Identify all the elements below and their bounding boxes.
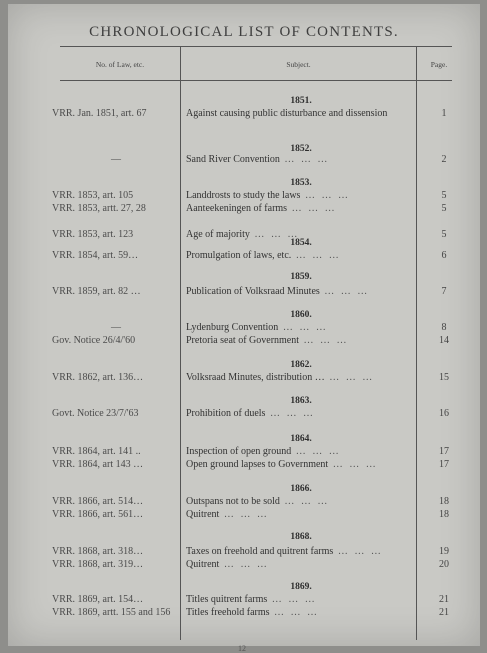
law-reference: VRR. 1864, art 143 …: [52, 459, 144, 470]
header-bottom-rule: [60, 80, 452, 81]
subject-label: Age of majority: [186, 229, 250, 240]
leader-dots: … … …: [279, 154, 330, 165]
subject-label: Volksraad Minutes, distribution …: [186, 372, 325, 383]
page-number: 18: [439, 496, 449, 507]
year-heading: 1854.: [290, 238, 312, 248]
year-heading: 1859.: [290, 272, 312, 282]
leader-dots: … … …: [219, 509, 269, 520]
subject-label: Taxes on freehold and quitrent farms: [186, 546, 334, 557]
law-reference: VRR. 1853, artt. 27, 28: [52, 203, 146, 214]
subject-text: [186, 446, 412, 458]
subject-label: Pretoria seat of Government: [186, 335, 300, 346]
subject-text: [186, 408, 412, 420]
subject-text: [186, 559, 412, 571]
subject-text: [186, 190, 412, 202]
page-number: 5: [441, 229, 447, 240]
page-title: CHRONOLOGICAL LIST OF CONTENTS.: [89, 24, 399, 40]
subject-text: [186, 108, 412, 120]
top-rule: [60, 46, 452, 47]
subject-text: [186, 286, 412, 298]
subject-text: [186, 594, 412, 606]
page-number: 19: [439, 546, 449, 557]
leader-dots: … … …: [291, 446, 341, 457]
subject-label: Titles freehold farms: [186, 607, 270, 618]
subject-text: [186, 496, 412, 508]
page-number-footer: 12: [238, 644, 246, 653]
law-reference: VRR. 1853, art. 105: [52, 190, 134, 201]
page-number: 17: [439, 459, 449, 470]
leader-dots: … … …: [278, 322, 328, 333]
law-reference: VRR. 1859, art. 82 …: [52, 286, 141, 297]
subject-label: Prohibition of duels: [186, 408, 266, 419]
year-heading: 1866.: [290, 484, 312, 494]
law-reference: VRR. 1866, art. 514…: [52, 496, 144, 507]
leader-dots: … … …: [269, 607, 320, 618]
column-header-page: Page.: [430, 60, 448, 69]
law-reference: VRR. 1868, art. 319…: [52, 559, 144, 570]
subject-label: Promulgation of laws, etc.: [186, 250, 292, 261]
page-number: 17: [439, 446, 449, 457]
page-number: 2: [441, 154, 447, 165]
year-heading: 1862.: [290, 360, 312, 370]
law-reference: —: [111, 322, 121, 333]
subject-label: Inspection of open ground: [186, 446, 292, 457]
subject-label: Quitrent: [186, 559, 220, 570]
law-reference: VRR. 1866, art. 561…: [52, 509, 144, 520]
leader-dots: … … …: [249, 229, 300, 240]
subject-label: Aanteekeningen of farms: [186, 203, 288, 214]
law-reference: VRR. 1862, art. 136…: [52, 372, 144, 383]
subject-label: Publication of Volksraad Minutes: [186, 286, 320, 297]
subject-text: [186, 250, 412, 262]
subject-label: Titles quitrent farms: [186, 594, 268, 605]
page-number: 6: [441, 250, 447, 261]
page-number: 16: [439, 408, 449, 419]
subject-label: Sand River Convention: [186, 154, 280, 165]
page-number: 1: [441, 108, 447, 119]
column-divider-1: [180, 46, 181, 640]
subject-text: [186, 509, 412, 521]
subject-text: [186, 607, 412, 619]
column-divider-2: [416, 46, 417, 640]
law-reference: VRR. 1869, artt. 155 and 156: [52, 607, 171, 618]
leader-dots: … … …: [300, 190, 350, 201]
subject-label: Open ground lapses to Government: [186, 459, 329, 470]
page-number: 21: [439, 607, 449, 618]
page-number: 7: [441, 286, 447, 297]
leader-dots: … … …: [324, 372, 375, 383]
year-heading: 1860.: [290, 310, 312, 320]
year-heading: 1863.: [290, 396, 312, 406]
leader-dots: … … …: [267, 594, 317, 605]
law-reference: VRR. 1868, art. 318…: [52, 546, 144, 557]
leader-dots: … … …: [328, 459, 378, 470]
leader-dots: … … …: [287, 203, 337, 214]
year-heading: 1869.: [290, 582, 312, 592]
column-header-subject: Subject.: [286, 60, 311, 69]
law-reference: VRR. 1869, art. 154…: [52, 594, 144, 605]
law-reference: VRR. 1854, art. 59…: [52, 250, 139, 261]
subject-label: Against causing public disturbance and dissension: [186, 108, 388, 119]
law-reference: VRR. 1864, art. 141 ..: [52, 446, 141, 457]
subject-text: [186, 335, 412, 347]
page-number: 5: [441, 190, 447, 201]
subject-label: Lydenburg Convention: [186, 322, 279, 333]
column-header-law: No. of Law, etc.: [95, 60, 145, 69]
law-reference: —: [111, 154, 121, 165]
year-heading: 1868.: [290, 532, 312, 542]
subject-text: [186, 154, 412, 166]
law-reference: VRR. 1853, art. 123: [52, 229, 134, 240]
subject-text: [186, 372, 412, 384]
leader-dots: … … …: [279, 496, 330, 507]
page-number: 5: [441, 203, 447, 214]
law-reference: Govt. Notice 23/7/'63: [52, 408, 139, 419]
leader-dots: … … …: [333, 546, 383, 557]
leader-dots: … … …: [299, 335, 349, 346]
leader-dots: … … …: [319, 286, 370, 297]
year-heading: 1864.: [290, 434, 312, 444]
subject-label: Landdrosts to study the laws: [186, 190, 301, 201]
subject-text: [186, 203, 412, 215]
leader-dots: … … …: [219, 559, 269, 570]
leader-dots: … … …: [291, 250, 341, 261]
subject-label: Quitrent: [186, 509, 220, 520]
law-reference: Gov. Notice 26/4/'60: [52, 335, 136, 346]
page-number: 14: [439, 335, 449, 346]
year-heading: 1851.: [290, 96, 312, 106]
subject-text: [186, 322, 412, 334]
year-heading: 1853.: [290, 178, 312, 188]
page-number: 20: [439, 559, 449, 570]
leader-dots: … … …: [265, 408, 315, 419]
year-heading: 1852.: [290, 144, 312, 154]
page-number: 8: [441, 322, 447, 333]
subject-text: [186, 546, 412, 558]
document-page: [8, 4, 480, 653]
page-number: 15: [439, 372, 449, 383]
page-number: 18: [439, 509, 449, 520]
subject-label: Outspans not to be sold: [186, 496, 280, 507]
law-reference: VRR. Jan. 1851, art. 67: [52, 108, 147, 119]
page-number: 21: [439, 594, 449, 605]
subject-text: [186, 459, 412, 471]
